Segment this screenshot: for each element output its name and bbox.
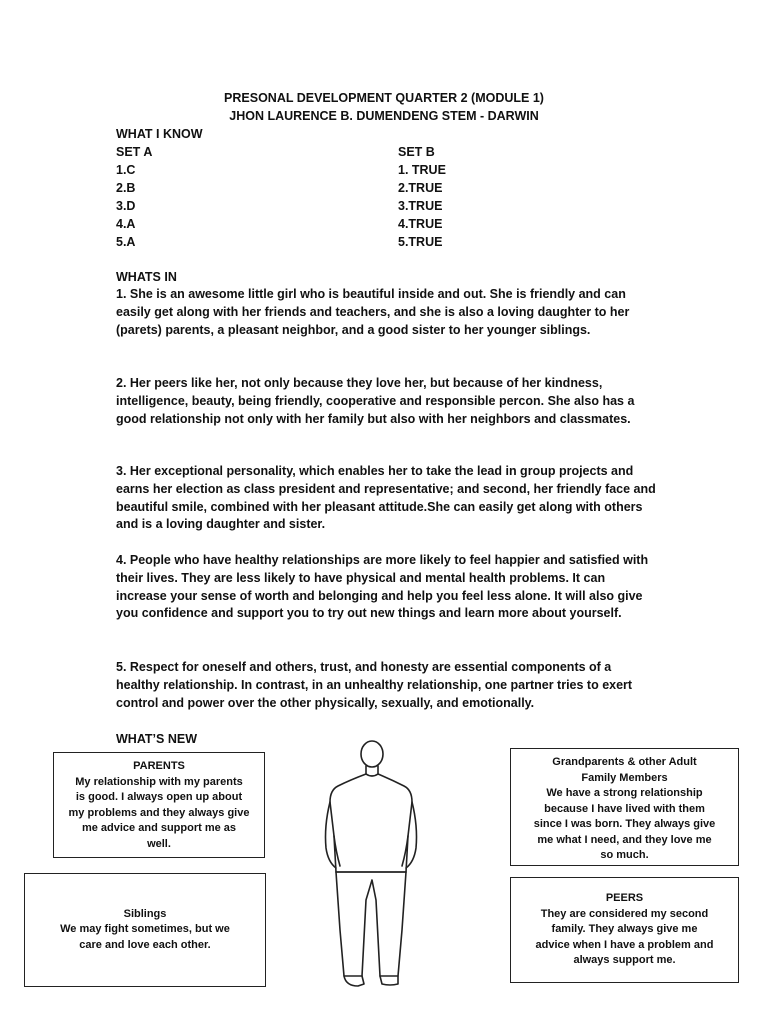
whats-in-paragraph-4: 4. People who have healthy relationships are more likely to feel happier and satisfied with their lives. They are less likely to have physical and mental health problems. It can increase your sense of worth and belonging and help you feel less alone. It will also give you confidence and support you to try out new things and learn more about yourself. (116, 553, 649, 621)
figure-legs (336, 872, 406, 976)
whats-in-paragraph-1: 1. She is an awesome little girl who is beautiful inside and out. She is friendly and can easily get along with her friends and teachers, and she is also a loving daughter to her (parets) parents, a pleasant neighbor, and a good sister to her younger siblings. (116, 287, 630, 337)
peers-box-title: PEERS (605, 892, 644, 905)
parents-box-line: my problems and they always give (68, 806, 250, 819)
figure-right-foot (380, 976, 398, 985)
parents-box-title: PARENTS (133, 760, 185, 772)
page-title: PRESONAL DEVELOPMENT QUARTER 2 (MODULE 1) (224, 91, 544, 105)
set-b-answer: 3.TRUE (398, 199, 443, 213)
figure-head (361, 741, 383, 767)
whats-in-paragraph-5: 5. Respect for oneself and others, trust, and honesty are essential components of a healthy relationship. In contrast, in an unhealthy relationship, one partner tries to exert control and power over the other physically, sexually, and emotionally. (116, 660, 633, 710)
parents-box (53, 752, 265, 858)
grandparents-box-line: since I was born. They always give (533, 818, 716, 830)
set-b-answer: 4.TRUE (398, 217, 443, 231)
person-outline-figure (300, 740, 440, 990)
grandparents-box-line: so much. (600, 849, 649, 861)
set-a-answer: 5.A (116, 235, 136, 249)
figure-torso (330, 774, 412, 872)
peers-box-line: They are considered my second (540, 907, 709, 920)
set-b-answer: 1. TRUE (398, 163, 446, 177)
set-a-answer: 3.D (116, 199, 136, 213)
grandparents-box-title: Family Members (581, 771, 668, 784)
set-a-answer: 2.B (116, 181, 136, 195)
parents-box-line: well. (147, 837, 171, 850)
parents-box-line: is good. I always open up about (75, 791, 243, 803)
set-a-label: SET A (116, 145, 153, 159)
set-b-label: SET B (398, 145, 435, 159)
grandparents-box-line: me what I need, and they love me (537, 833, 712, 846)
peers-box-line: family. They always give me (551, 923, 698, 936)
what-i-know-heading: WHAT I KNOW (116, 127, 203, 141)
figure-left-foot (344, 976, 364, 986)
parents-box-line: me advice and support me as (81, 822, 237, 834)
author-line: JHON LAURENCE B. DUMENDENG STEM - DARWIN (229, 109, 539, 123)
parents-box-line: My relationship with my parents (75, 775, 243, 788)
set-a-answer: 4.A (116, 217, 136, 231)
grandparents-box-title: Grandparents & other Adult (552, 756, 697, 768)
peers-box-line: advice when I have a problem and (535, 938, 714, 951)
siblings-box (24, 873, 266, 987)
whats-in-paragraph-2: 2. Her peers like her, not only because they love her, but because of her kindness, intelligence, beauty, being friendly, cooperative and responsible percon. She also has a good relationship not only with her family but also with her neighbors and classmates. (116, 376, 635, 426)
siblings-box-title: Siblings (123, 907, 167, 920)
peers-box-line: always support me. (573, 954, 676, 967)
grandparents-box-line: We have a strong relationship (546, 787, 703, 799)
whats-new-heading: WHAT’S NEW (116, 732, 198, 746)
set-b-answer: 5.TRUE (398, 235, 443, 249)
set-b-answer: 2.TRUE (398, 181, 443, 195)
whats-in-heading: WHATS IN (116, 270, 177, 284)
whats-in-paragraph-3: 3. Her exceptional personality, which enables her to take the lead in group projects and earns her election as class president and representative; and second, her friendly face and beautiful smile, combined with her pleasant attitude.She can easily get along with others and is a loving daughter and sister. (116, 464, 656, 532)
grandparents-box-line: because I have lived with them (544, 802, 705, 815)
peers-box (510, 877, 739, 983)
grandparents-box (510, 748, 739, 866)
siblings-box-line: We may fight sometimes, but we (60, 923, 230, 936)
set-a-answer: 1.C (116, 163, 136, 177)
siblings-box-line: care and love each other. (79, 938, 211, 951)
